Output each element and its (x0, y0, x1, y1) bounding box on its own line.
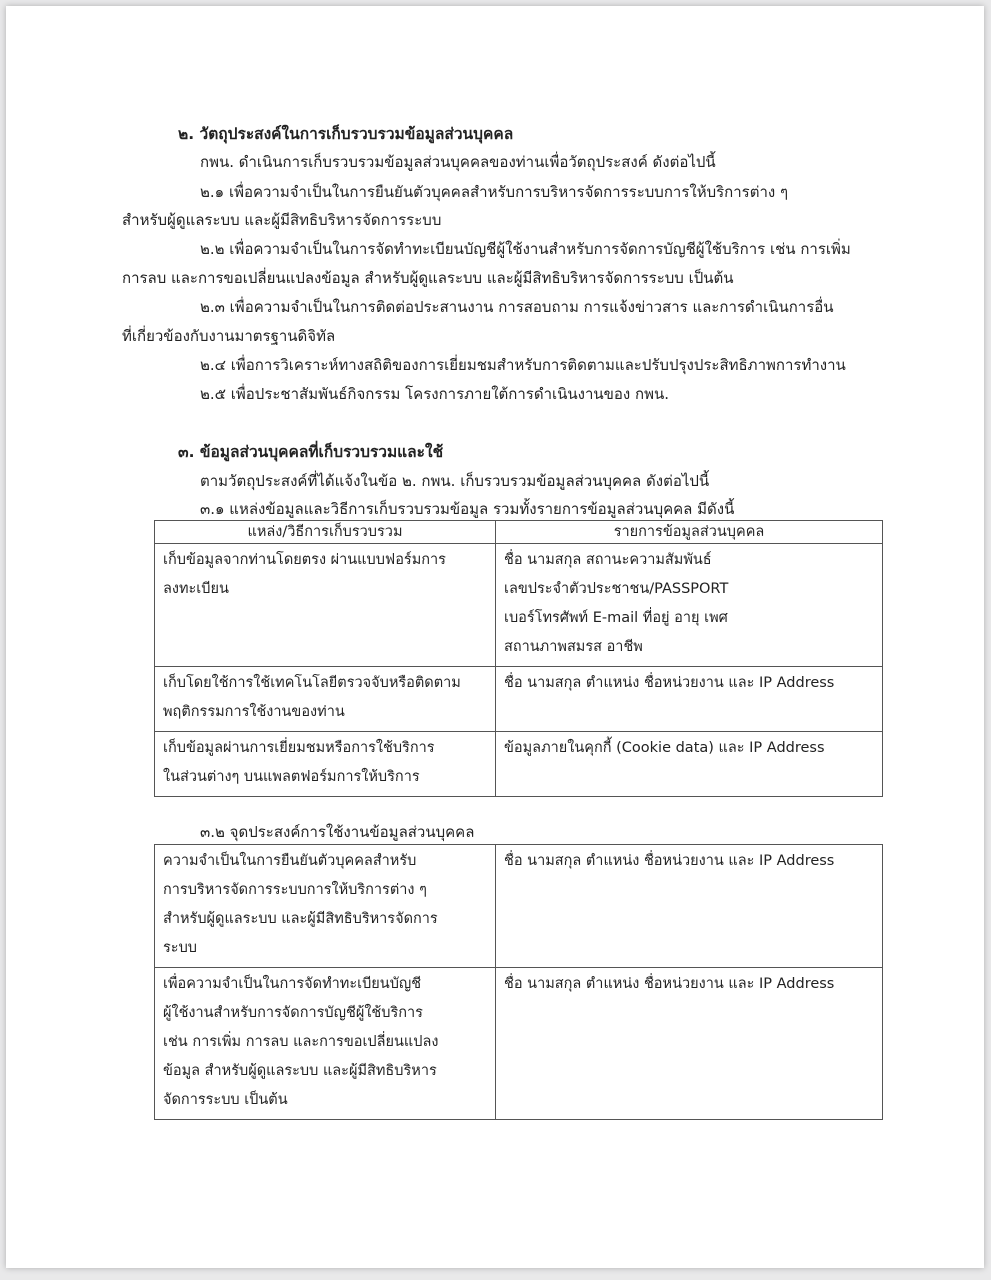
source-cell (155, 732, 496, 797)
table-data-sources (154, 520, 883, 797)
data-cell (496, 732, 883, 797)
item-2-3-line1: ๒.๓ เพื่อความจำเป็นในการติดต่อประสานงาน การสอบถาม การแจ้งข่าวสาร และการดำเนินการอื่น (200, 298, 834, 316)
source-text: เก็บข้อมูลผ่านการเยี่ยมชมหรือการใช้บริการ ในส่วนต่างๆ บนแพลตฟอร์มการให้บริการ (163, 740, 435, 785)
table-row (155, 968, 883, 1120)
data-text: ข้อมูลภายในคุกกี้ (Cookie data) และ IP Address (504, 740, 825, 756)
data-cell (496, 968, 883, 1120)
purpose-text: เพื่อความจำเป็นในการจัดทำทะเบียนบัญชี ผู้ใช้งานสำหรับการจัดการบัญชีผู้ใช้บริการ เช่น การเพิ่ม การลบ และการขอเปลี่ยนแปลง ข้อมูล สำหรับผู้ดูแลระบบ และผู้มีสิทธิบริหาร จัดการระบบ เป็นต้น (163, 976, 439, 1108)
data-cell (496, 544, 883, 667)
section-2-heading: ๒. วัตถุประสงค์ในการเก็บรวบรวมข้อมูลส่วนบุคคล (178, 125, 514, 143)
source-text: เก็บโดยใช้การใช้เทคโนโลยีตรวจจับหรือติดตาม พฤติกรรมการใช้งานของท่าน (163, 675, 461, 720)
item-2-4: ๒.๔ เพื่อการวิเคราะห์ทางสถิติของการเยี่ยมชมสำหรับการติดตามและปรับปรุงประสิทธิภาพการทำงาน (200, 356, 846, 374)
table-header-row (155, 521, 883, 544)
data-text: ชื่อ นามสกุล ตำแหน่ง ชื่อหน่วยงาน และ IP Address (504, 853, 835, 869)
item-2-2-line1: ๒.๒ เพื่อความจำเป็นในการจัดทำทะเบียนบัญชีผู้ใช้งานสำหรับการจัดการบัญชีผู้ใช้บริการ เช่น การเพิ่ม (200, 240, 851, 258)
table-row (155, 667, 883, 732)
section-2-intro: กพน. ดำเนินการเก็บรวบรวมข้อมูลส่วนบุคคลของท่านเพื่อวัตถุประสงค์ ดังต่อไปนี้ (200, 153, 716, 171)
source-text: เก็บข้อมูลจากท่านโดยตรง ผ่านแบบฟอร์มการ ลงทะเบียน (163, 552, 446, 597)
table-row (155, 845, 883, 968)
data-text: ชื่อ นามสกุล ตำแหน่ง ชื่อหน่วยงาน และ IP Address (504, 976, 835, 992)
table-row (155, 544, 883, 667)
item-2-1-line2: สำหรับผู้ดูแลระบบ และผู้มีสิทธิบริหารจัดการระบบ (122, 211, 442, 229)
item-2-2-line2: การลบ และการขอเปลี่ยนแปลงข้อมูล สำหรับผู้ดูแลระบบ และผู้มีสิทธิบริหารจัดการระบบ เป็นต้น (122, 269, 734, 287)
purpose-cell (155, 968, 496, 1120)
item-2-5: ๒.๕ เพื่อประชาสัมพันธ์กิจกรรม โครงการภายใต้การดำเนินงานของ กพน. (200, 385, 670, 403)
data-cell (496, 845, 883, 968)
purpose-text: ความจำเป็นในการยืนยันตัวบุคคลสำหรับ การบริหารจัดการระบบการให้บริการต่าง ๆ สำหรับผู้ดูแลระบบ และผู้มีสิทธิบริหารจัดการ ระบบ (163, 853, 438, 956)
section-3-intro: ตามวัตถุประสงค์ที่ได้แจ้งในข้อ ๒. กพน. เก็บรวบรวมข้อมูลส่วนบุคคล ดังต่อไปนี้ (200, 472, 710, 490)
document-page (6, 6, 984, 1268)
purpose-cell (155, 845, 496, 968)
table-row (155, 732, 883, 797)
data-text: ชื่อ นามสกุล สถานะความสัมพันธ์ เลขประจำตัวประชาชน/PASSPORT เบอร์โทรศัพท์ E-mail ที่อยู่ อายุ เพศ สถานภาพสมรส อาชีพ (504, 552, 729, 655)
item-2-1-line1: ๒.๑ เพื่อความจำเป็นในการยืนยันตัวบุคคลสำหรับการบริหารจัดการระบบการให้บริการต่าง ๆ (200, 183, 789, 201)
section-3-1-title: ๓.๑ แหล่งข้อมูลและวิธีการเก็บรวบรวมข้อมูล รวมทั้งรายการข้อมูลส่วนบุคคล มีดังนี้ (200, 500, 735, 518)
source-cell (155, 667, 496, 732)
data-cell (496, 667, 883, 732)
source-cell (155, 544, 496, 667)
column-header-source: แหล่ง/วิธีการเก็บรวบรวม (155, 521, 496, 544)
data-text: ชื่อ นามสกุล ตำแหน่ง ชื่อหน่วยงาน และ IP Address (504, 675, 835, 691)
column-header-data: รายการข้อมูลส่วนบุคคล (496, 521, 883, 544)
item-2-3-line2: ที่เกี่ยวข้องกับงานมาตรฐานดิจิทัล (122, 327, 336, 345)
section-3-heading: ๓. ข้อมูลส่วนบุคคลที่เก็บรวบรวมและใช้ (178, 443, 444, 461)
section-3-2-title: ๓.๒ จุดประสงค์การใช้งานข้อมูลส่วนบุคคล (200, 823, 475, 841)
table-purposes (154, 844, 883, 1120)
